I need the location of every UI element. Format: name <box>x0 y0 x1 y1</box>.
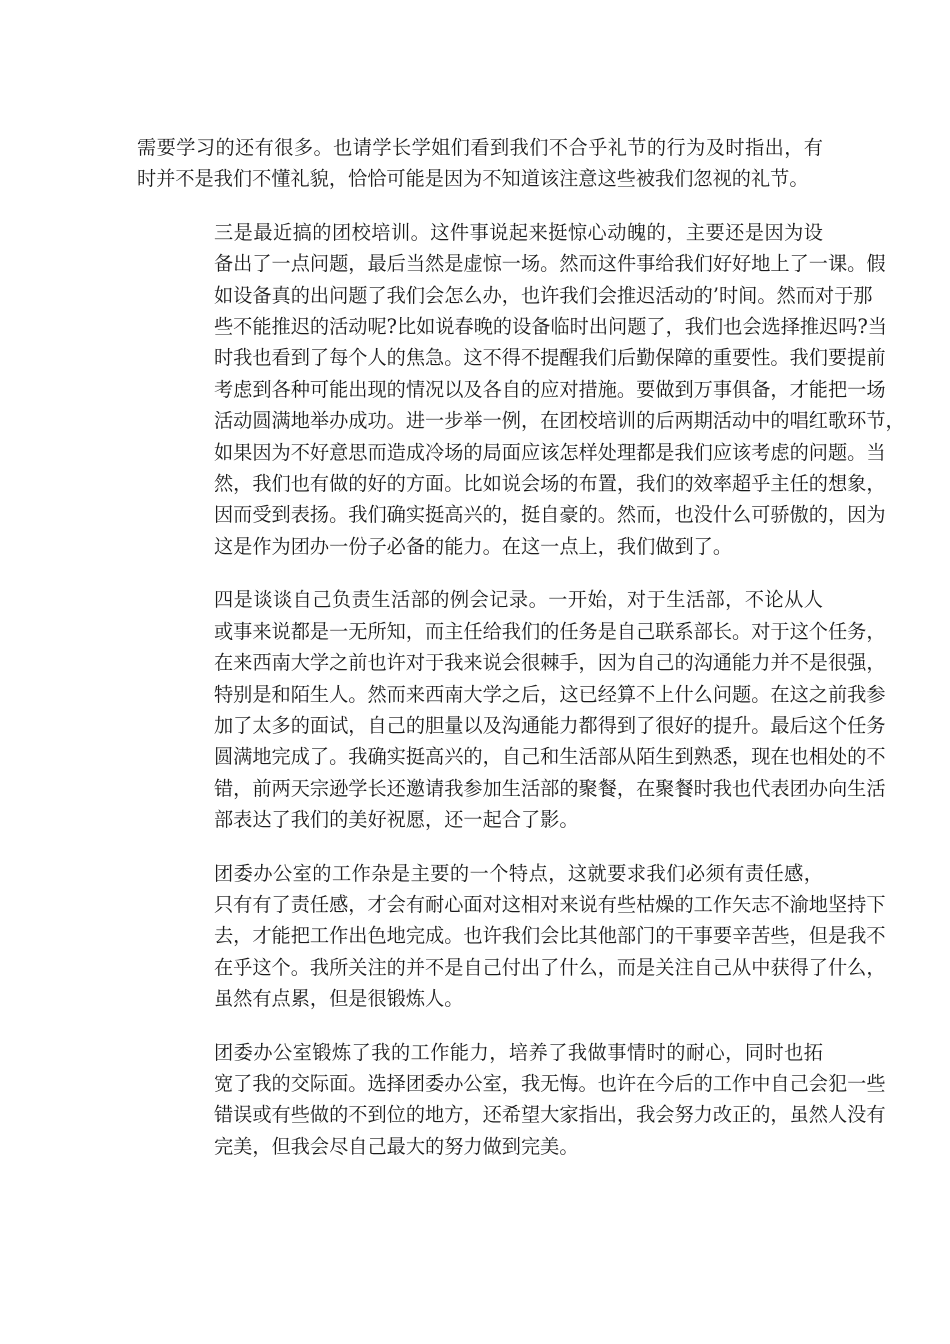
text-line: 四是谈谈自己负责生活部的例会记录。一开始，对于生活部，不论从人 <box>214 588 823 612</box>
text-line: 需要学习的还有很多。也请学长学姐们看到我们不合乎礼节的行为及时指出，有 <box>137 136 823 159</box>
text-line: 些不能推迟的活动呢?比如说春晚的设备临时出问题了，我们也会选择推迟吗?当 <box>214 315 887 339</box>
text-line: 活动圆满地举办成功。进一步举一例，在团校培训的后两期活动中的唱红歌环节， <box>214 409 905 433</box>
text-line: 或事来说都是一无所知，而主任给我们的任务是自己联系部长。对于这个任务， <box>214 619 886 643</box>
text-line: 完美，但我会尽自己最大的努力做到完美。 <box>214 1134 579 1158</box>
text-line: 特别是和陌生人。然而来西南大学之后，这已经算不上什么问题。在这之前我参 <box>214 682 886 706</box>
text-line: 在来西南大学之前也许对于我来说会很棘手，因为自己的沟通能力并不是很强， <box>214 651 886 675</box>
paragraph-1 <box>137 132 823 195</box>
text-line: 这是作为团办一份子必备的能力。在这一点上，我们做到了。 <box>214 534 733 558</box>
text-line: 只有有了责任感，才会有耐心面对这相对来说有些枯燥的工作矢志不渝地坚持下 <box>214 892 886 916</box>
text-line: 团委办公室的工作杂是主要的一个特点，这就要求我们必须有责任感， <box>214 861 823 885</box>
text-line: 加了太多的面试，自己的胆量以及沟通能力都得到了很好的提升。最后这个任务 <box>214 713 886 737</box>
text-line: 备出了一点问题，最后当然是虚惊一场。然而这件事给我们好好地上了一课。假 <box>214 252 886 276</box>
text-line: 去，才能把工作出色地完成。也许我们会比其他部门的干事要辛苦些，但是我不 <box>214 924 886 948</box>
text-line: 如果因为不好意思而造成冷场的局面应该怎样处理都是我们应该考虑的问题。当 <box>214 440 886 464</box>
text-line: 因而受到表扬。我们确实挺高兴的，挺自豪的。然而，也没什么可骄傲的，因为 <box>214 503 886 527</box>
text-line: 错，前两天宗逊学长还邀请我参加生活部的聚餐，在聚餐时我也代表团办向生活 <box>214 776 886 800</box>
text-line: 在乎这个。我所关注的并不是自己付出了什么，而是关注自己从中获得了什么， <box>214 955 886 979</box>
paragraph-4 <box>137 858 886 1015</box>
paragraph-5 <box>137 1037 886 1163</box>
text-line: 宽了我的交际面。选择团委办公室，我无悔。也许在今后的工作中自己会犯一些 <box>214 1071 886 1095</box>
text-line: 如设备真的出问题了我们会怎么办，也许我们会推迟活动的’时间。然而对于那 <box>214 283 873 307</box>
text-line: 团委办公室锻炼了我的工作能力，培养了我做事情时的耐心，同时也拓 <box>214 1040 823 1064</box>
document-body <box>137 132 905 1184</box>
text-line: 然，我们也有做的好的方面。比如说会场的布置，我们的效率超乎主任的想象， <box>214 472 886 496</box>
text-line: 时并不是我们不懂礼貌，恰恰可能是因为不知道该注意这些被我们忽视的礼节。 <box>137 167 809 191</box>
text-line: 时我也看到了每个人的焦急。这不得不提醒我们后勤保障的重要性。我们要提前 <box>214 346 886 370</box>
text-line: 三是最近搞的团校培训。这件事说起来挺惊心动魄的，主要还是因为设 <box>214 220 823 244</box>
text-line: 部表达了我们的美好祝愿，还一起合了影。 <box>214 808 579 832</box>
text-line: 错误或有些做的不到位的地方，还希望大家指出，我会努力改正的，虽然人没有 <box>214 1103 886 1127</box>
paragraph-3 <box>137 584 886 835</box>
text-line: 圆满地完成了。我确实挺高兴的，自己和生活部从陌生到熟悉，现在也相处的不 <box>214 745 886 769</box>
paragraph-2 <box>137 217 905 562</box>
text-line: 虽然有点累，但是很锻炼人。 <box>214 987 464 1011</box>
text-line: 考虑到各种可能出现的情况以及各自的应对措施。要做到万事俱备，才能把一场 <box>214 377 886 401</box>
